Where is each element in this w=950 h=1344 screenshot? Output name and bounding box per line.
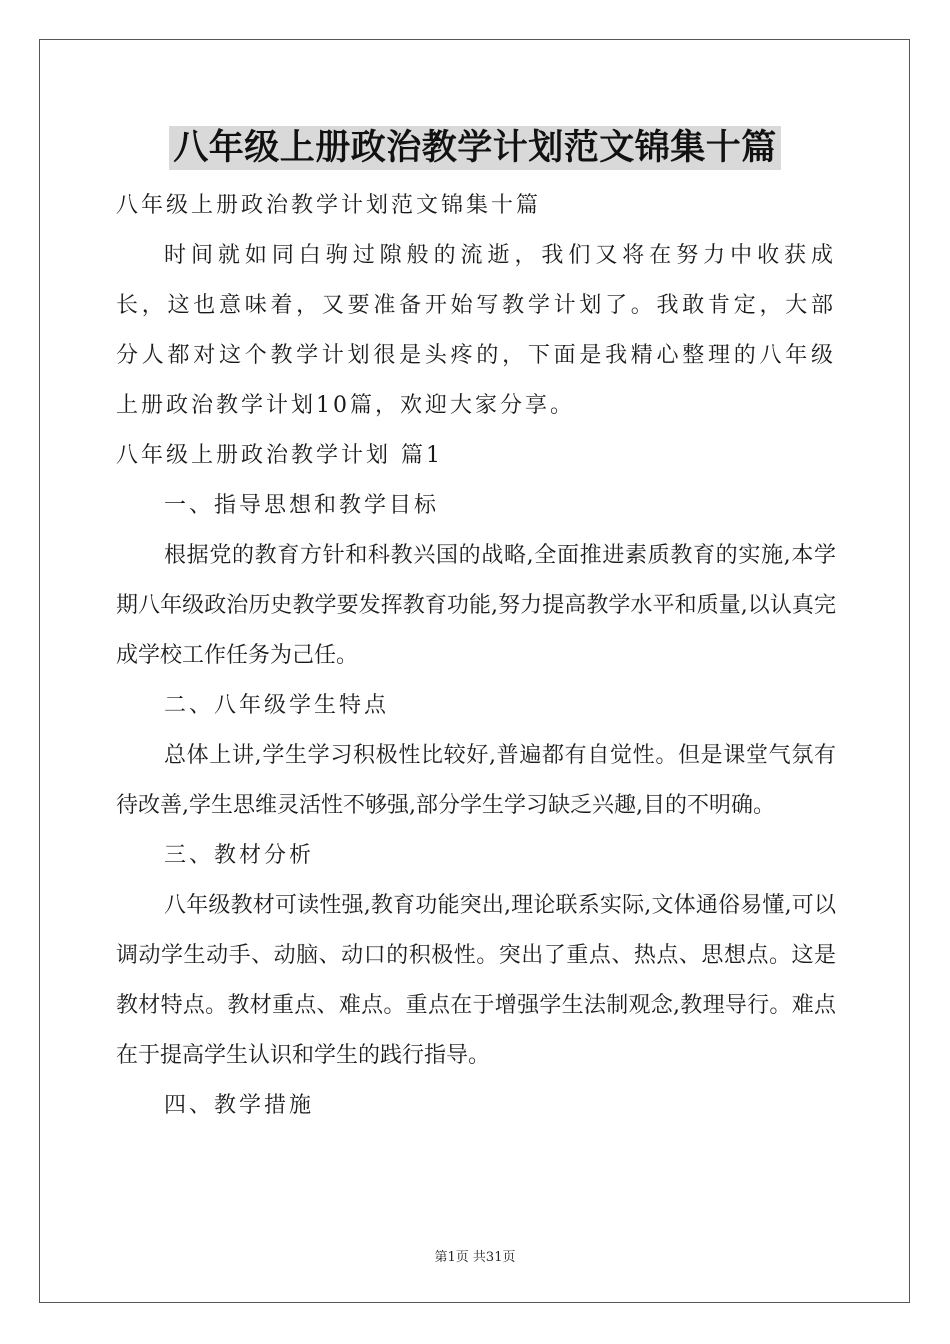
section-heading: 八年级上册政治教学计划 篇1 [116, 443, 443, 468]
page-footer: 第1页 共31页 [434, 1250, 516, 1265]
heading-guiding-ideas: 一、指导思想和教学目标 [164, 493, 440, 518]
heading-teaching-measures: 四、教学措施 [164, 1093, 315, 1118]
document-subtitle: 八年级上册政治教学计划范文锦集十篇 [116, 193, 542, 218]
intro-paragraph: 时间就如同白驹过隙般的流逝，我们又将在努力中收获成长，这也意味着，又要准备开始写教学计划了。我敢肯定，大部分人都对这个教学计划很是头疼的，下面是我精心整理的八年级上册政治教学计划10篇，欢迎大家分享。 [116, 243, 836, 418]
heading-student-traits: 二、八年级学生特点 [164, 693, 390, 718]
paragraph-guiding-ideas: 根据党的教育方针和科教兴国的战略,全面推进素质教育的实施,本学期八年级政治历史教学要发挥教育功能,努力提高教学水平和质量,以认真完成学校工作任务为己任。 [116, 543, 836, 668]
title-container [0, 126, 950, 170]
document-body [116, 181, 836, 1131]
paragraph-student-traits: 总体上讲,学生学习积极性比较好,普遍都有自觉性。但是课堂气氛有待改善,学生思维灵活性不够强,部分学生学习缺乏兴趣,目的不明确。 [116, 743, 836, 818]
heading-textbook-analysis: 三、教材分析 [164, 843, 315, 868]
paragraph-textbook-analysis: 八年级教材可读性强,教育功能突出,理论联系实际,文体通俗易懂,可以调动学生动手、动脑、动口的积极性。突出了重点、热点、思想点。这是教材特点。教材重点、难点。重点在于增强学生法制观念,教理导行。难点在于提高学生认识和学生的践行指导。 [116, 893, 836, 1068]
document-title: 八年级上册政治教学计划范文锦集十篇 [169, 126, 781, 170]
